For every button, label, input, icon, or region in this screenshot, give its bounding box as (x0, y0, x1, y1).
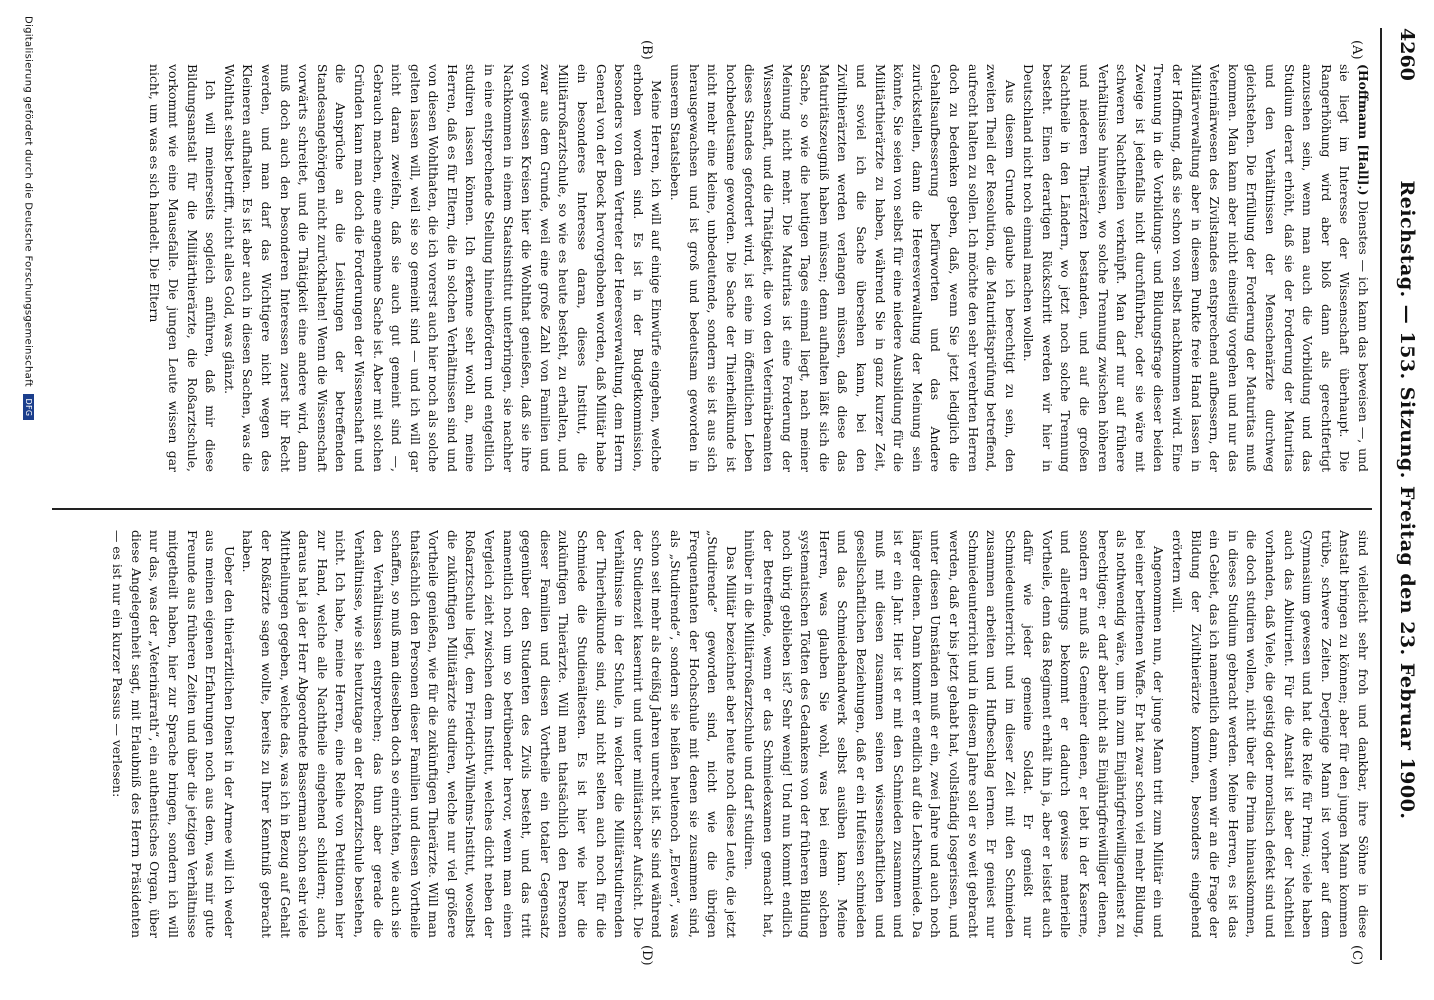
paragraph: Angenommen nun, der junge Mann tritt zum Militär ein und bei einer berittenen Waffe. Er hat zwar schon viel mehr Bildung, als nothwendig wäre, um ihn zum Einjährigfreiwilligendienst zu berechtigen; er darf aber nicht als Einjährigfreiwilliger dienen, sondern er muß als Gemeiner dienen, er lebt in der Kaserne, und allerdings bekommt er dadurch gewisse materielle Vortheile, denn das Regiment erhält ihn ja, aber er leistet auch dafür wie jeder gemeine Soldat. Er genießt nur Schmiedeunterricht und im dieser Zeit mit den Schmieden zusammen arbeiten und Hufbeschlag lernen. Er geniest nur Schmiedeunterricht und in diesem Jahre soll er so weit gebracht werden, daß er bis jetzt gehabt hat, vollständig losgerissen, und unter diesen Umständen muß er ein, zwei Jahre und auch noch länger dienen. Dann kommt er endlich auf die Lehrschmiede. Da ist er ein Jahr. Hier ist er mit den Schmieden zusammen und muß mit diesen zusammen seinen wissenschaftlichen und gesellschaftlichen Beziehungen, daß er ein Hufeisen schmieden und das Schmiedehandwerk selbst ausüben kann. Meine Herren, was glauben Sie wohl, was bei einem solchen systematischen Tödten des Gedankens von der früheren Bildung noch übrig geblieben ist? Sehr wenig! Und nun kommt endlich der Betreffende, wenn er das Schmiedexamen gemacht hat, hinüber in die Militärroßarztschule und darf studiren. (742, 530, 1167, 938)
left-column (42, 64, 1372, 472)
paragraph: Das Militär bezeichnet aber heute noch diese Leute, die jetzt „Studirende“ geworden sind, nicht wie die übrigen Frequentanten der Hochschule mit denen sie zusammen sind, als „Studirende“, sondern sie heißen heutenoch „Eleven“, was schon seit mehr als dreißig Jahren unrecht ist. Sie sind während der Studienzeit kasernirt und unter militärischer Aufsicht. Die Verhältnisse in der Schule, in welcher die Militärstudirenden der Thierheilkunde sind, sind nicht selten auch noch für die Schmiede die Studienältesten. Es ist hier wie hier die zukünftigen Thierärzte. Will man thatsächlich den Personen dieser Familien und diesen Vortheile ein totaler Gegensatz gegenüber den Studenten des Zivils besteht, und das tritt namentlich noch um so betrübender hervor, wenn man einen Vergleich zieht zwischen dem Institut, welches dicht neben der Roßarztschule liegt, dem Friedrich-Wilhelms-Institut, woselbst die zukünftigen Militärärzte studiren, welche nur viel größere Vortheile genießen, wie für die zukünftigen Thierärzte. Will man thatsächlich den Personen dieser Familien und diesen Vortheile schaffen, so muß man dieselben doch so einrichten, wie auch sie den Verhältnissen entsprechen; das thun aber gerade die Verhältnisse, wie sie heutzutage an der Roßarztschule bestehen, nicht. Ich habe, meine Herren, eine Reihe von Petitionen hier zur Hand, welche alle Nachtheile eingehend schildern; auch daraus hat ja der Herr Abgeordnete Basserman schon sehr viele Mittheilungen gegeben, welche das, was ich in Bezug auf Gehalt der Roßärzte sagen wollte, bereits zu Ihrer Kenntniß gebracht haben. (240, 530, 739, 938)
speaker-name: (Hoffmann [Hall].) (1356, 64, 1371, 196)
paragraph-text: Dienstes — ich kann das beweisen —, und sie liegt im Interesse der Wissenschaft überhaupt. Die Rangerhöhung wird aber bloß dann als gerechtfertigt anzusehen sein, wenn man auch die Vorbildung und das Studium derart erhöht, daß sie der Forderung der Maturitas und den Verhältnissen der Menschenärzte durchweg gleichstehen. Die Erfüllung der Forderung der Maturitas muß kommen. Man kann aber nicht einseitig vorgehen und nur das Veterinärwesen des Zivilstandes entsprechend aufbessern, der Militärverwaltung aber in diesem Punkte freie Hand lassen in der Hoffnung, daß sie schon von selbst nachkommen wird. Eine Trennung in die Vorbildungs- und Bildungsfrage dieser beiden Zweige ist jedenfalls nicht durchführbar, oder sie wäre mit schweren Nachtheilen verknüpft. Man darf nur auf frühere Verhältnisse hinweisen, wo solche Trennung zwischen höheren und niederen Thierärzten bestanden, und auf die großen Nachtheile in den Ländern, wo jetzt noch solche Trennung besteht. Einen derartigen Rückschritt werden wir hier in Deutschland nicht noch einmal machen wollen. (1021, 64, 1371, 472)
paragraph: sind vielleicht sehr froh und dankbar, ihre Söhne in diese Anstalt bringen zu können; aber für den jungen Mann kommen trübe, schwere Zeiten. Derjenige Mann ist vorher auf dem Gymnasium gewesen und hat die Reife für Prima; viele haben auch das Abiturient. Für die Anstalt ist aber der Nachtheil vorhanden, daß Viele, die geistig oder moralisch defekt sind und die doch studiren wollen, nicht über die Prima hinauskommen, in dieses Studium gebracht werden. Meine Herren, es ist das ein Gebiet, das ich namentlich dann, wenn wir an die Frage der Bildung der Zivilthierärzte kommen, besonders eingehend erörtern will. (1170, 530, 1371, 938)
paragraph (1019, 64, 1372, 472)
column-divider (52, 508, 1372, 510)
margin-mark-b: (B) (639, 40, 654, 60)
page-header (1378, 0, 1434, 1000)
paragraph: Ich will meinerseits sogleich anführen, daß mir diese Bildungsanstalt für die Militärthierärzte, die Roßarztschule, vorkommt wie eine Mausefalle. Die jungen Leute wissen gar nicht, um was es sich handelt. Die Eltern (147, 64, 219, 472)
margin-mark-c: (C) (1349, 945, 1364, 966)
paragraph: Meine Herren, ich will auf einige Einwürfe eingehen, welche erhoben worden sind. Es ist in der Budgetkommission, besonders von dem Vertreter der Heeresverwaltung, dem Herrn General von der Boeck hervorgehoben worden, daß Militär habe ein besonderes Interesse daran, dieses Institut, die Militärroßarztschule, so wie es heute besteht, zu erhalten, und zwar aus dem Grunde, weil eine große Zahl von Familien und von gewissen Kreisen hier die Wohlthat genießen, daß sie ihre Nachkommen in einem Staatsinstitut unterbringen, sie nachher in eine entsprechende Stellung hineinbefördern und entgeltlich studiren lassen können. Ich erkenne sehr wohl an, meine Herren, daß es für Eltern, die in solchen Verhältnissen sind und von diesen Wohlthaten, die ich vorerst auch hier noch als solche gelten lassen will, weil sie so gemeint sind — und ich will gar nicht daran zweifeln, daß sie auch gut gemeint sind —, Gebrauch machen, eine angenehme Sache ist. Aber mit solchen Gründen kann man doch die Forderungen der Wissenschaft und die Ansprüche an die Leistungen der betreffenden Standesangehörigen nicht zurückhalten! Wenn die Wissenschaft vorwärts schreitet, und die Thätigkeit eine andere wird, dann muß doch auch den besonderen Interessen zuerst ihr Recht werden, und man darf das Wichtigere nicht wegen des Kleineren aufhalten. Es ist aber auch in diesen Sachen, was die Wohlthat selbst betrifft, nicht alles Gold, was glänzt. (221, 64, 665, 472)
margin-mark-d: (D) (639, 945, 654, 966)
footer-text: Digitalisierung gefördert durch die Deutsche Forschungsgemeinschaft (22, 16, 34, 387)
paragraph: Aus diesem Grunde glaube ich berechtigt zu sein, den zweiten Theil der Resolution, die Maturitätsprüfung betreffend, aufrecht halten zu sollen. Ich möchte den sehr verehrten Herren doch zu bedenken geben, daß, wenn Sie jetzt lediglich die Gehaltsaufbesserung befürworten und das Andere zurückstellen, dann die Heeresverwaltung der Meinung sein könnte, Sie seien von selbst für eine niedere Ausbildung für die Militärthierärzte zu haben, während Sie in ganz kurzer Zeit, und soviel ich die Sache übersehen kann, bei den Zivilthierärzten werden verlangen müssen, daß diese das Maturitätszeugniß haben müssen; denn aufhalten läßt sich die Sache, so wie die heutigen Tages einmal liegt, nach meiner Meinung nicht mehr. Die Maturitas ist eine Forderung der Wissenschaft, und die Thätigkeit, die von den Veterinärbeamten dieses Standes gefordert wird, ist eine im öffentlichen Leben hochbedeutsame geworden. Die Sache der Thierheilkunde ist nicht mehr eine kleine, unbedeutende, sondern sie ist aus sich herausgewachsen und ist groß und bedeutsam geworden in unserem Staatsleben. (668, 64, 1018, 472)
right-column (42, 530, 1372, 938)
header-rule (1380, 28, 1382, 960)
page-number: 4260 (1396, 28, 1418, 81)
paragraph: Ueber den thierärztlichen Dienst in der Armee will ich weder aus meinen eigenen Erfahrungen noch aus dem, was mir gute Freunde aus früheren Zeiten und über die jetzigen Verhältnisse mitgetheilt haben, hier zur Sprache bringen, sondern ich will nur das, was der „Veterinärrath“, ein authentisches Organ, über diese Angelegenheit sagt, mit Erlaubniß des Herrn Präsidenten — es ist nur ein kurzer Passus — verlesen: (110, 530, 237, 938)
digitization-footer (23, 16, 35, 420)
margin-mark-a: (A) (1349, 40, 1364, 60)
running-title: Reichstag. — 153. Sitzung. Freitag den 23. Februar 1900. (1396, 180, 1418, 820)
dfg-logo: DFG (23, 394, 34, 420)
